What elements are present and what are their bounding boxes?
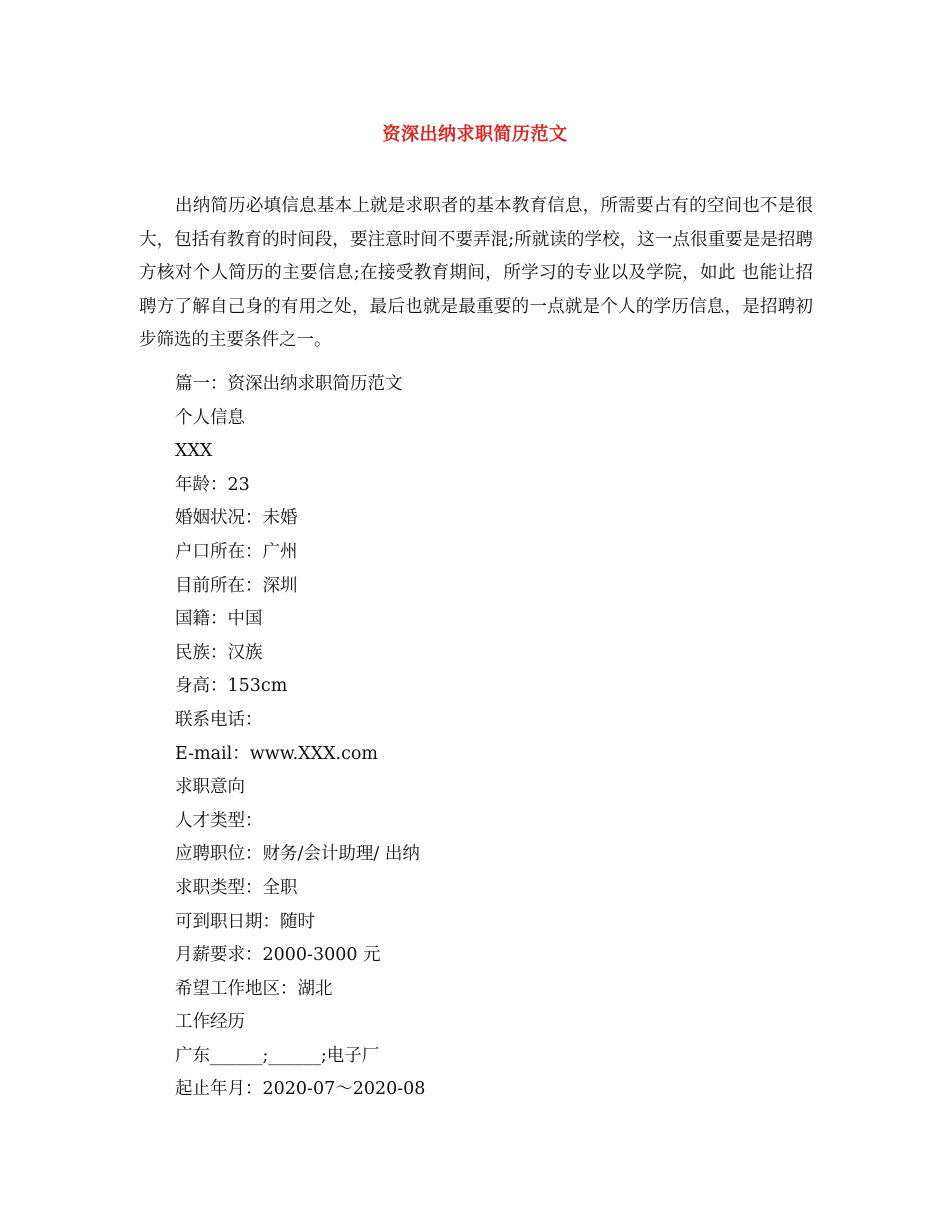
job-type-line: 求职类型：全职	[175, 877, 298, 898]
intro-paragraph: 出纳简历必填信息基本上就是求职者的基本教育信息，所需要占有的空间也不是很 大，包括有教育的时间段，要注意时间不要弄混;所就读的学校，这一点很重要是是招聘方核对个人简历的主要信息;在接受教育期间，所学习的专业以及学院，如此 也能让招聘方了解自己身的有用之处，最后也就是最重要的一点就是个人的学历信息，是招聘初步筛选的主要条件之一。	[139, 196, 813, 350]
resume-lines	[175, 368, 815, 1107]
salary-line: 月薪要求：2000-3000 元	[175, 945, 381, 966]
section-heading: 篇一：资深出纳求职简历范文	[175, 374, 403, 394]
work-area-line: 希望工作地区：湖北	[175, 978, 333, 999]
available-date-line: 可到职日期：随时	[175, 911, 315, 932]
section-job-intention: 求职意向	[175, 777, 245, 798]
current-location-line: 目前所在：深圳	[175, 575, 298, 596]
period-line: 起止年月：2020-07～2020-08	[175, 1079, 426, 1100]
email-line: E-mail：www.XXX.com	[175, 743, 379, 764]
marital-status-line: 婚姻状况：未婚	[175, 508, 298, 529]
phone-line: 联系电话：	[175, 709, 263, 730]
position-line: 应聘职位：财务/会计助理/ 出纳	[175, 844, 420, 865]
nationality-line: 国籍：中国	[175, 609, 263, 630]
ethnicity-line: 民族：汉族	[175, 642, 263, 663]
name-line: XXX	[175, 441, 213, 462]
hukou-line: 户口所在：广州	[175, 541, 298, 562]
section-personal-info: 个人信息	[175, 407, 245, 428]
talent-type-line: 人才类型：	[175, 810, 263, 831]
section-work-experience: 工作经历	[175, 1012, 245, 1033]
height-line: 身高：153cm	[175, 676, 288, 697]
employer-line: 广东______;______;电子厂	[175, 1045, 380, 1066]
age-line: 年龄：23	[175, 474, 250, 495]
document-title: 资深出纳求职简历范文	[382, 124, 568, 145]
